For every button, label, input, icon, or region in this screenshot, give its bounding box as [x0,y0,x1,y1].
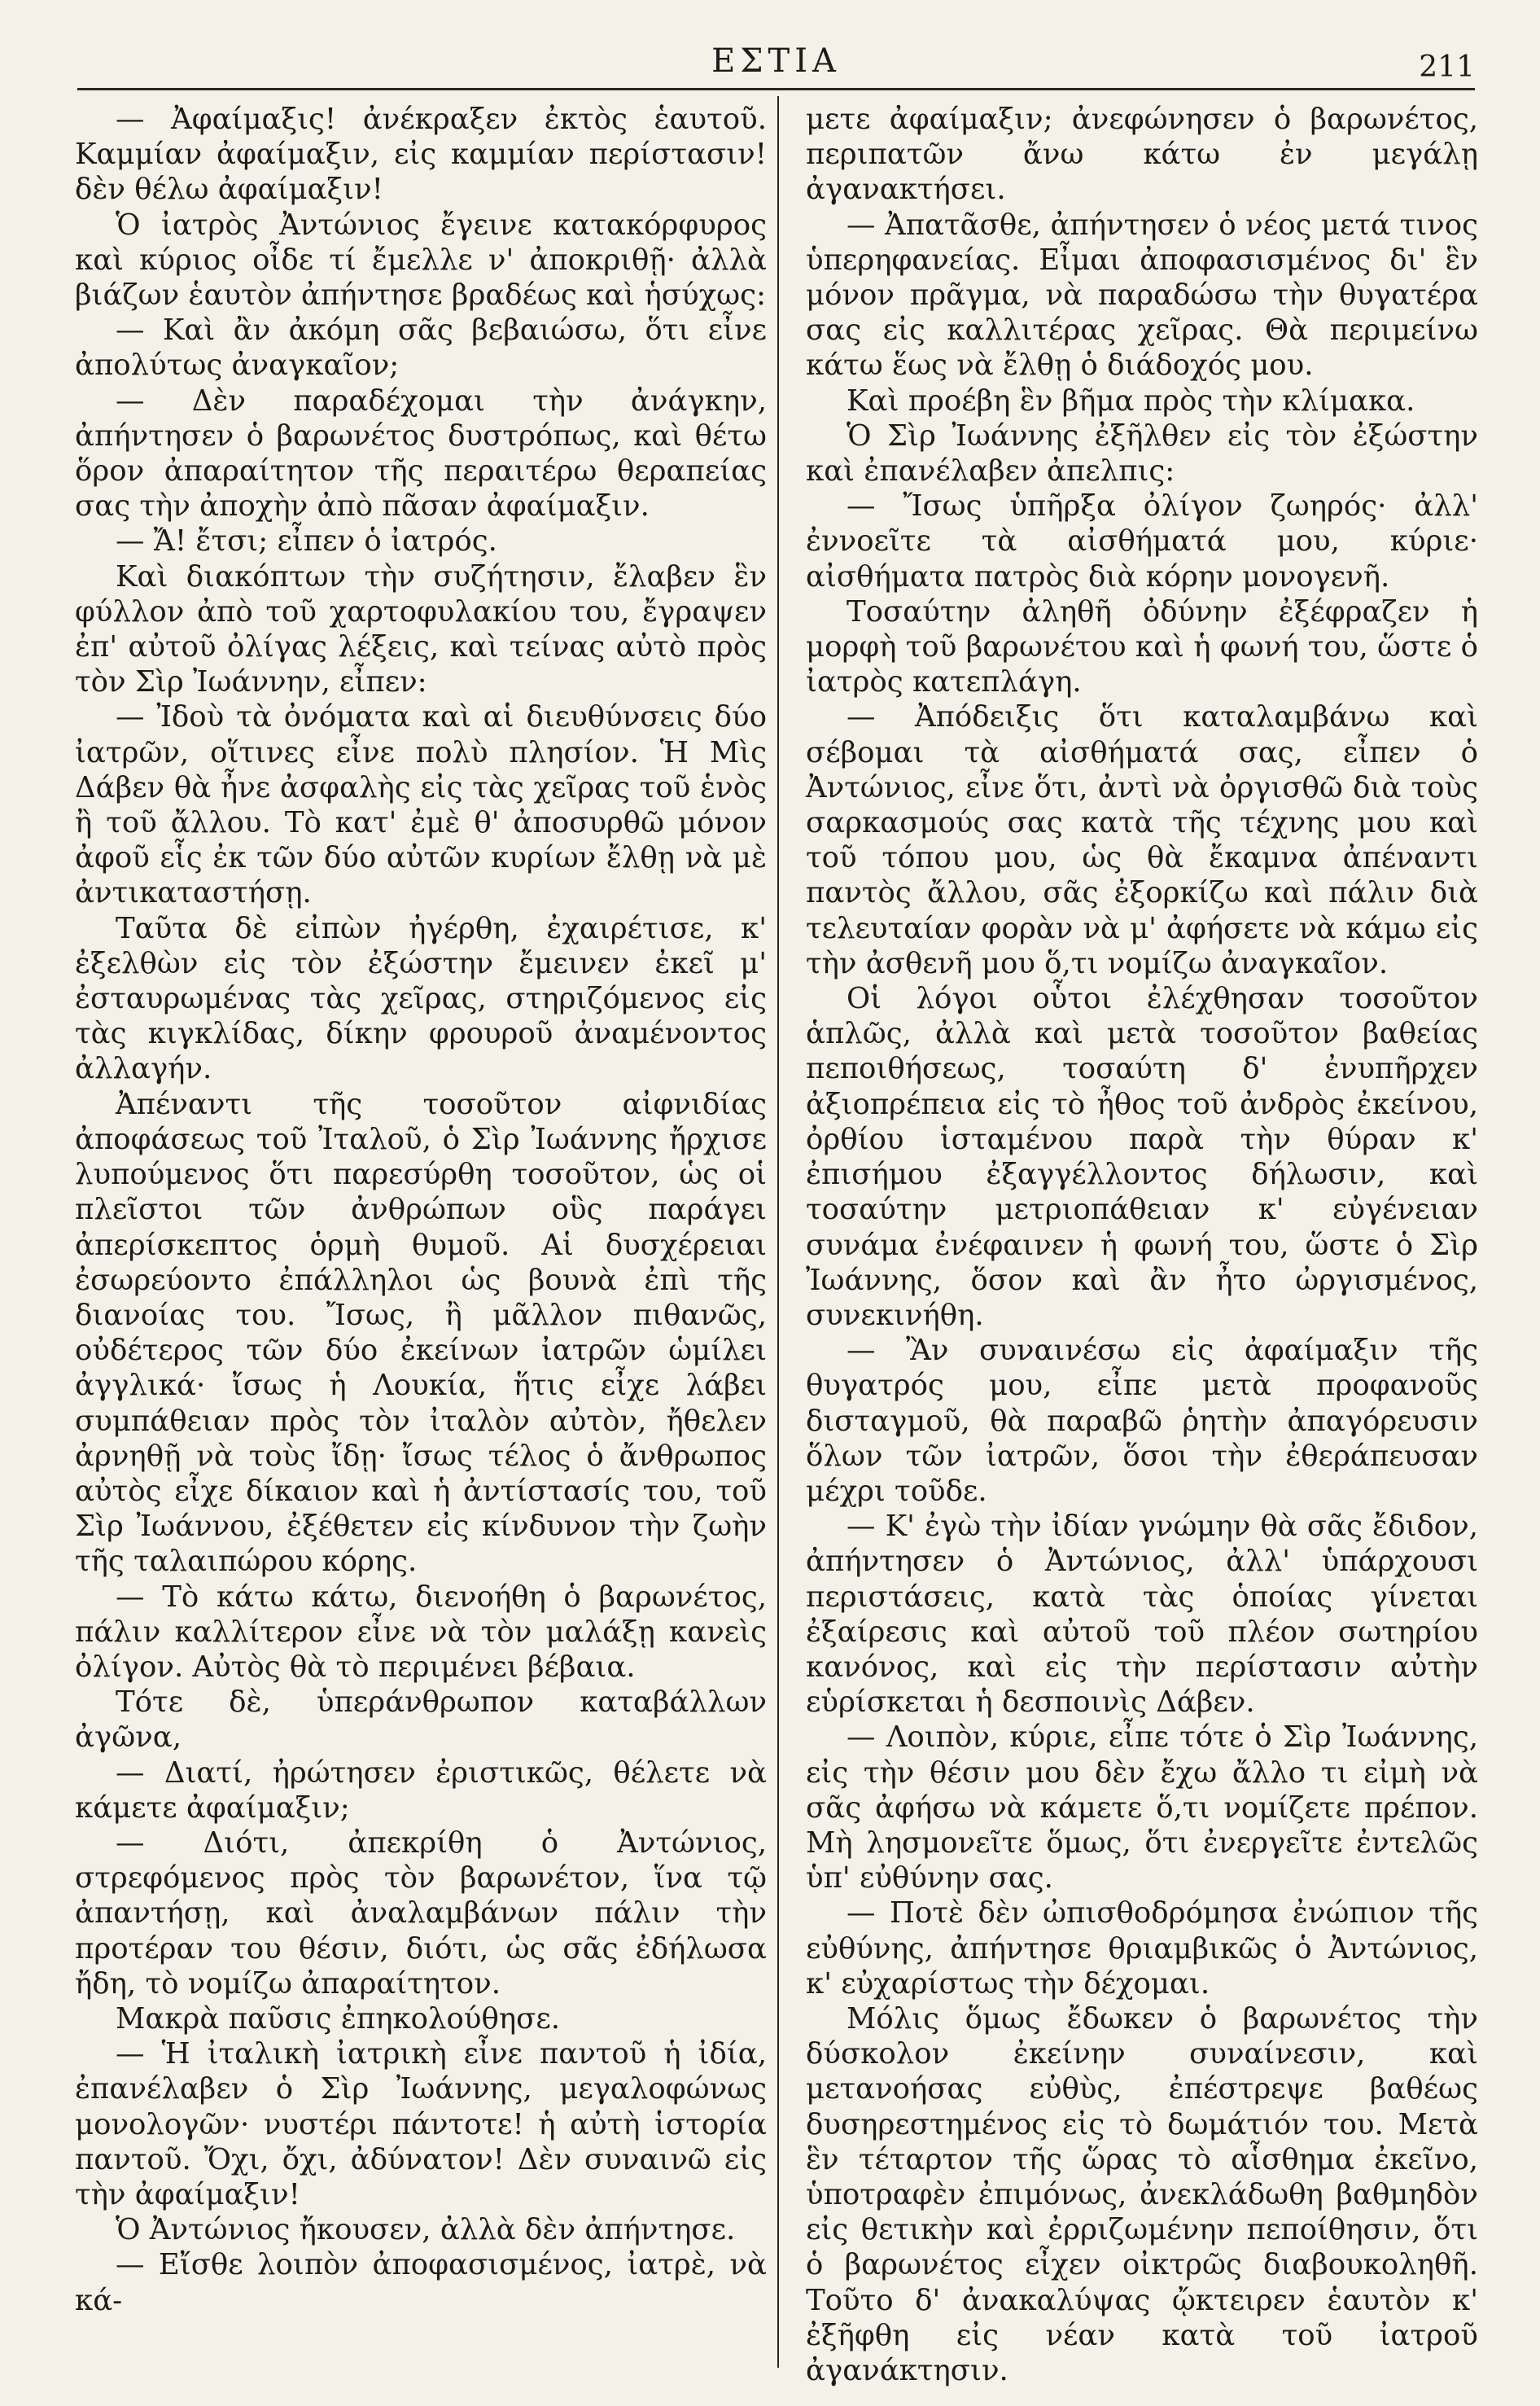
paragraph: — Εἴσθε λοιπὸν ἀποφασισμένος, ἰατρὲ, νὰ κά- [75,2248,767,2317]
paragraph: — Διότι, ἀπεκρίθη ὁ Ἀντώνιος, στρεφόμενος πρὸς τὸν βαρωνέτον, ἵνα τῷ ἀπαντήσῃ, καὶ ἀναλαμβάνων πάλιν τὴν προτέραν του θέσιν, διότι, ὡς σᾶς ἐδήλωσα ἤδη, τὸ νομίζω ἀπαραίτητον. [75,1825,767,2001]
paragraph: Ὁ Ἀντώνιος ἤκουσεν, ἀλλὰ δὲν ἀπήντησε. [116,2213,736,2247]
paragraph: — Ἰδοὺ τὰ ὀνόματα καὶ αἱ διευθύνσεις δύο ἰατρῶν, οἵτινες εἶνε πολὺ πλησίον. Ἡ Μὶς Δάβεν θὰ ἦνε ἀσφαλὴς εἰς τὰς χεῖρας τοῦ ἑνὸς ἢ τοῦ ἄλλου. Τὸ κατ' ἐμὲ θ' ἀποσυρθῶ μόνον ἀφοῦ εἷς ἐκ τῶν δύο αὐτῶν κυρίων ἔλθῃ νὰ μὲ ἀντικαταστήσῃ. [75,700,767,910]
paragraph: — Ἀφαίμαξις! ἀνέκραξεν ἐκτὸς ἑαυτοῦ. Καμμίαν ἀφαίμαξιν, εἰς καμμίαν περίστασιν! δὲν θέλω ἀφαίμαξιν! [75,103,767,207]
column-divider [777,96,779,2368]
paragraph-continued: μετε ἀφαίμαξιν; ἀνεφώνησεν ὁ βαρωνέτος, περιπατῶν ἄνω κάτω ἐν μεγάλῃ ἀγανακτήσει. [806,103,1478,207]
paragraph: — Λοιπὸν, κύριε, εἶπε τότε ὁ Σὶρ Ἰωάννης, εἰς τὴν θέσιν μου δὲν ἔχω ἄλλο τι εἰμὴ νὰ σᾶς ἀφήσω νὰ κάμετε ὅ,τι νομίζετε πρέπον. Μὴ λησμονεῖτε ὅμως, ὅτι ἐνεργεῖτε ἐντελῶς ὑπ' εὐθύνην σας. [806,1720,1478,1895]
paragraph: — Ἀπατᾶσθε, ἀπήντησεν ὁ νέος μετά τινος ὑπερηφανείας. Εἶμαι ἀποφασισμένος δι' ἓν μόνον πρᾶγμα, νὰ παραδώσω τὴν θυγατέρα σας εἰς καλλιτέρας χεῖρας. Θὰ περιμείνω κάτω ἕως νὰ ἔλθῃ ὁ διάδοχός μου. [806,208,1478,383]
paragraph: — Ἂν συναινέσω εἰς ἀφαίμαξιν τῆς θυγατρός μου, εἶπε μετὰ προφανοῦς δισταγμοῦ, θὰ παραβῶ ῥητὴν ἀπαγόρευσιν ὅλων τῶν ἰατρῶν, ὅσοι τὴν ἐθεράπευσαν μέχρι τοῦδε. [806,1334,1478,1508]
right-column [806,102,1478,2388]
paragraph: — Ποτὲ δὲν ὠπισθοδρόμησα ἐνώπιον τῆς εὐθύνης, ἀπήντησε θριαμβικῶς ὁ Ἀντώνιος, κ' εὐχαρίστως τὴν δέχομαι. [806,1896,1478,2001]
paragraph: Ὁ Σὶρ Ἰωάννης ἐξῆλθεν εἰς τὸν ἐξώστην καὶ ἐπανέλαβεν ἀπελπις: [806,419,1478,489]
paragraph: — Δὲν παραδέχομαι τὴν ἀνάγκην, ἀπήντησεν ὁ βαρωνέτος δυστρόπως, καὶ θέτω ὅρον ἀπαραίτητον τῆς περαιτέρω θεραπείας σας τὴν ἀποχὴν ἀπὸ πᾶσαν ἀφαίμαξιν. [75,383,767,524]
paragraph: — Διατί, ἠρώτησεν ἐριστικῶς, θέλετε νὰ κάμετε ἀφαίμαξιν; [75,1755,767,1825]
paragraph: Ἀπέναντι τῆς τοσοῦτον αἰφνιδίας ἀποφάσεως τοῦ Ἰταλοῦ, ὁ Σὶρ Ἰωάννης ἤρχισε λυπούμενος ὅτι παρεσύρθη τοσοῦτον, ὡς οἱ πλεῖστοι τῶν ἀνθρώπων οὓς παράγει ἀπερίσκεπτος ὁρμὴ θυμοῦ. Αἱ δυσχέρειαι ἐσωρεύοντο ἐπάλληλοι ὡς βουνὰ ἐπὶ τῆς διανοίας του. Ἴσως, ἢ μᾶλλον πιθανῶς, οὐδέτερος τῶν δύο ἐκείνων ἰατρῶν ὡμίλει ἀγγλικά· ἴσως ἡ Λουκία, ἥτις εἶχε λάβει συμπάθειαν πρὸς τὸν ἰταλὸν αὐτὸν, ἤθελεν ἀρνηθῇ νὰ τοὺς ἴδῃ· ἴσως τέλος ὁ ἄνθρωπος αὐτὸς εἶχε δίκαιον καὶ ἡ ἀντίστασίς του, τοῦ Σὶρ Ἰωάννου, ἐξέθετεν εἰς κίνδυνον τὴν ζωὴν τῆς ταλαιπώρου κόρης. [75,1087,767,1579]
paragraph: — Ἄ! ἔτσι; εἶπεν ὁ ἰατρός. [116,524,497,559]
paragraph: Μακρὰ παῦσις ἐπηκολούθησε. [116,2001,561,2036]
paragraph: Μόλις ὅμως ἔδωκεν ὁ βαρωνέτος τὴν δύσκολον ἐκείνην συναίνεσιν, καὶ μετανοήσας εὐθὺς, ἐπέστρεψε βαθέως δυσηρεστημένος εἰς τὸ δωμάτιόν του. Μετὰ ἓν τέταρτον τῆς ὥρας τὸ αἷσθημα ἐκεῖνο, ὑποτραφὲν ἐπιμόνως, ἀνεκλάδωθη βαθμηδὸν εἰς θετικὴν καὶ ἐρριζωμένην πεποίθησιν, ὅτι ὁ βαρωνέτος εἶχεν οἰκτρῶς διαβουκοληθῆ. Τοῦτο δ' ἀνακαλύψας ᾤκτειρεν ἑαυτὸν κ' ἐξῆφθη εἰς νέαν κατὰ τοῦ ἰατροῦ ἀγανάκτησιν. [806,2001,1478,2387]
paragraph: — Κ' ἐγὼ τὴν ἰδίαν γνώμην θὰ σᾶς ἔδιδον, ἀπήντησεν ὁ Ἀντώνιος, ἀλλ' ὑπάρχουσι περιστάσεις, κατὰ τὰς ὁποίας γίνεται ἐξαίρεσις καὶ αὐτοῦ τοῦ πλέον σωτηρίου κανόνος, καὶ εἰς τὴν περίστασιν αὐτὴν εὑρίσκεται ἡ δεσποινὶς Δάβεν. [806,1510,1478,1720]
running-header [77,33,1475,90]
paragraph: — Ἀπόδειξις ὅτι καταλαμβάνω καὶ σέβομαι τὰ αἰσθήματά σας, εἶπεν ὁ Ἀντώνιος, εἶνε ὅτι, ἀντὶ νὰ ὀργισθῶ διὰ τοὺς σαρκασμούς σας κατὰ τῆς τέχνης μου καὶ τοῦ τόπου μου, ὡς θὰ ἔκαμνα ἀπέναντι παντὸς ἄλλου, σᾶς ἐξορκίζω καὶ πάλιν διὰ τελευταίαν φορὰν νὰ μ' ἀφήσετε νὰ κάμω εἰς τὴν ἀσθενῆ μου ὅ,τι νομίζω ἀναγκαῖον. [806,700,1478,980]
paragraph: — Ἡ ἰταλικὴ ἰατρικὴ εἶνε παντοῦ ἡ ἰδία, ἐπανέλαβεν ὁ Σὶρ Ἰωάννης, μεγαλοφώνως μονολογῶν· νυστέρι πάντοτε! ἡ αὐτὴ ἱστορία παντοῦ. Ὄχι, ὄχι, ἀδύνατον! Δὲν συναινῶ εἰς τὴν ἀφαίμαξιν! [75,2037,767,2211]
paragraph: — Ἴσως ὑπῆρξα ὀλίγον ζωηρός· ἀλλ' ἐννοεῖτε τὰ αἰσθήματά μου, κύριε· αἰσθήματα πατρὸς διὰ κόρην μονογενῆ. [806,489,1478,594]
paragraph: Ὁ ἰατρὸς Ἀντώνιος ἔγεινε κατακόρφυρος καὶ κύριος οἶδε τί ἔμελλε ν' ἀποκριθῇ· ἀλλὰ βιάζων ἑαυτὸν ἀπήντησε βραδέως καὶ ἡσύχως: [75,208,767,313]
page-number: 211 [1419,50,1475,84]
paragraph: Ταῦτα δὲ εἰπὼν ἠγέρθη, ἐχαιρέτισε, κ' ἐξελθὼν εἰς τὸν ἐξώστην ἔμεινεν ἐκεῖ μ' ἐσταυρωμένας τὰς χεῖρας, στηριζόμενος εἰς τὰς κιγκλίδας, δίκην φρουροῦ ἀναμένοντος ἀλλαγήν. [75,911,767,1086]
paragraph: — Καὶ ἂν ἀκόμη σᾶς βεβαιώσω, ὅτι εἶνε ἀπολύτως ἀναγκαῖον; [75,313,767,383]
journal-title: ΕΣΤΙΑ [711,42,841,80]
header-rule [77,88,1475,90]
paragraph: Οἱ λόγοι οὗτοι ἐλέχθησαν τοσοῦτον ἁπλῶς, ἀλλὰ καὶ μετὰ τοσοῦτον βαθείας πεποιθήσεως, τοσαύτη δ' ἐνυπῆρχεν ἀξιοπρέπεια εἰς τὸ ἦθος τοῦ ἀνδρὸς ἐκείνου, ὀρθίου ἱσταμένου παρὰ τὴν θύραν κ' ἐπισήμου ἐξαγγέλλοντος δήλωσιν, καὶ τοσαύτην μετριοπάθειαν κ' εὐγένειαν συνάμα ἐνέφαινεν ἡ φωνή του, ὥστε ὁ Σὶρ Ἰωάννης, ὅσον καὶ ἂν ἦτο ὠργισμένος, συνεκινήθη. [806,982,1478,1332]
left-column [75,102,767,2318]
paragraph: Καὶ προέβη ἓν βῆμα πρὸς τὴν κλίμακα. [847,383,1415,418]
paragraph: — Τὸ κάτω κάτω, διενοήθη ὁ βαρωνέτος, πάλιν καλλίτερον εἶνε νὰ τὸν μαλάξῃ κανεὶς ὀλίγον. Αὐτὸς θὰ τὸ περιμένει βέβαια. [75,1580,767,1684]
paragraph: Τοσαύτην ἀληθῆ ὀδύνην ἐξέφραζεν ἡ μορφὴ τοῦ βαρωνέτου καὶ ἡ φωνή του, ὥστε ὁ ἰατρὸς κατεπλάγη. [806,594,1478,699]
paragraph: Καὶ διακόπτων τὴν συζήτησιν, ἔλαβεν ἓν φύλλον ἀπὸ τοῦ χαρτοφυλακίου του, ἔγραψεν ἐπ' αὐτοῦ ὀλίγας λέξεις, καὶ τείνας αὐτὸ πρὸς τὸν Σὶρ Ἰωάννην, εἶπεν: [75,559,767,699]
paragraph: Τότε δὲ, ὑπεράνθρωπον καταβάλλων ἀγῶνα, [75,1685,767,1755]
